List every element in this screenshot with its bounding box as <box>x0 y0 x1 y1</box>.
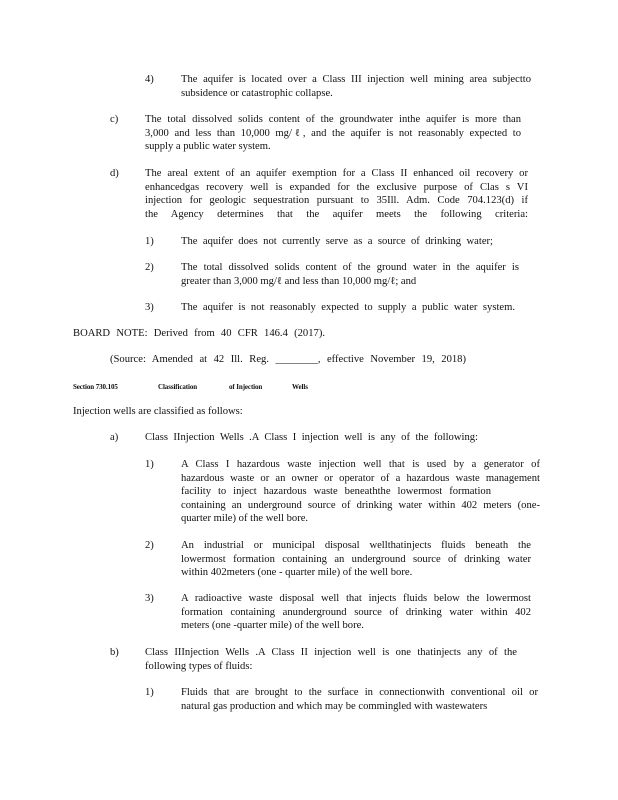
list-marker: 1) <box>145 236 154 247</box>
section-title-part: Classification <box>158 383 198 391</box>
text-line: Fluids that are brought to the surface in connectionwith conventional oil or <box>181 687 538 698</box>
text-line: hazardous waste or an owner or operator of a hazardous waste management <box>181 472 540 484</box>
board-note <box>73 327 325 341</box>
text-line: A radioactive waste disposal well that injects fluids below the lowermost <box>181 593 531 604</box>
text-line: formation containing anunderground source of drinking water within 402 <box>181 606 531 618</box>
paragraph-item-c <box>145 113 521 154</box>
paragraph-item-a1 <box>181 458 540 526</box>
text-line: Class IInjection Wells .A Class I injection well is any of the following: <box>145 432 478 443</box>
text-line: The aquifer does not currently serve as a source of drinking water; <box>181 236 493 247</box>
paragraph-item-d3 <box>181 301 515 315</box>
text-line: lowermost formation containing an underground source of drinking water <box>181 553 531 565</box>
intro-text: Injection wells are classified as follows: <box>73 406 243 417</box>
paragraph-item-a2 <box>181 539 531 580</box>
intro-paragraph <box>73 405 243 419</box>
text-line: The areal extent of an aquifer exemption for a Class II enhanced oil recovery or <box>145 168 528 179</box>
text-line: containing an underground source of drinking water within 402 meters (one- <box>181 499 540 511</box>
section-title-part: Wells <box>292 383 308 391</box>
source-note-text: (Source: Amended at 42 Ill. Reg. ________, effective November 19, 2018) <box>110 354 466 365</box>
board-note-text: BOARD NOTE: Derived from 40 CFR 146.4 (2017). <box>73 328 325 339</box>
list-marker: 2) <box>145 262 154 273</box>
list-marker: 3) <box>145 593 154 604</box>
paragraph-item-4 <box>181 73 531 100</box>
text-line: The aquifer is located over a Class III injection well mining area subjectto <box>181 74 531 85</box>
paragraph-item-a3 <box>181 592 531 633</box>
text-line: injection for geologic sequestration pursuant to 35Ill. Adm. Code 704.123(d) if <box>145 195 528 207</box>
text-line: enhancedgas recovery well is expanded for the exclusive purpose of Clas s VI <box>145 181 528 193</box>
list-marker: d) <box>110 168 119 179</box>
list-marker: 4) <box>145 74 154 85</box>
source-note <box>110 353 466 367</box>
list-marker: 1) <box>145 687 154 698</box>
text-line: Class IIInjection Wells .A Class II injection well is one thatinjects any of the <box>145 647 517 658</box>
text-line: The total dissolved solids content of the ground water in the aquifer is <box>181 262 519 273</box>
text-line: facility to inject hazardous waste beneaththe lowermost formation <box>181 486 491 498</box>
text-line: supply a public water system. <box>145 141 271 153</box>
text-line: 3,000 and less than 10,000 mg/ℓ, and the aquifer is not reasonably expected to <box>145 127 521 139</box>
text-line: natural gas production and which may be commingled with wastewaters <box>181 700 488 712</box>
text-line: greater than 3,000 mg/ℓ and less than 10,000 mg/ℓ; and <box>181 275 417 287</box>
paragraph-item-a <box>145 431 478 445</box>
text-line: A Class I hazardous waste injection well that is used by a generator of <box>181 459 540 470</box>
list-marker: b) <box>110 647 119 658</box>
section-number: Section 730.105 <box>73 383 118 391</box>
paragraph-item-d1 <box>181 235 493 249</box>
paragraph-item-b1 <box>181 686 538 713</box>
text-line: The aquifer is not reasonably expected to supply a public water system. <box>181 302 515 313</box>
text-line: the Agency determines that the aquifer meets the following criteria: <box>145 208 528 220</box>
text-line: quarter mile) of the well bore. <box>181 513 309 525</box>
paragraph-item-d <box>145 167 528 221</box>
text-line: within 402meters (one - quarter mile) of the well bore. <box>181 567 413 579</box>
list-marker: 3) <box>145 302 154 313</box>
list-marker: 2) <box>145 540 154 551</box>
paragraph-item-b <box>145 646 517 673</box>
text-line: The total dissolved solids content of the groundwater inthe aquifer is more than <box>145 114 521 125</box>
text-line: meters (one -quarter mile) of the well bore. <box>181 620 364 632</box>
text-line: An industrial or municipal disposal wellthatinjects fluids beneath the <box>181 540 531 551</box>
text-line: following types of fluids: <box>145 660 253 672</box>
paragraph-item-d2 <box>181 261 519 288</box>
section-title-part: of Injection <box>229 383 263 391</box>
list-marker: a) <box>110 432 119 443</box>
list-marker: 1) <box>145 459 154 470</box>
text-line: subsidence or catastrophic collapse. <box>181 87 333 99</box>
list-marker: c) <box>110 114 119 125</box>
